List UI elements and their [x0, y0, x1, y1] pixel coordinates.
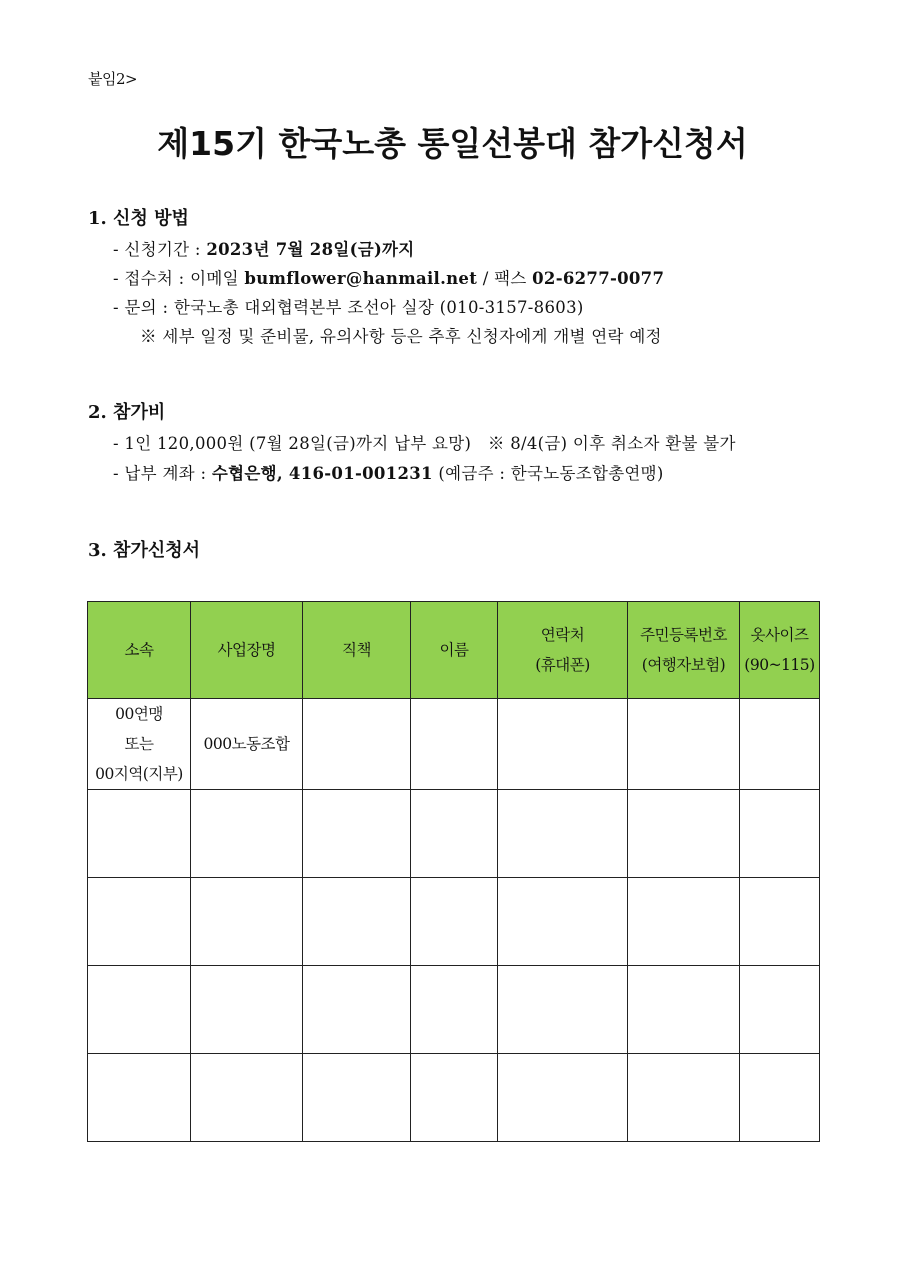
account-label: - 납부 계좌 :: [113, 464, 212, 483]
header-rrn: [628, 602, 740, 699]
cell-rrn[interactable]: [628, 699, 740, 790]
application-form-table: [87, 601, 820, 1142]
attachment-label: 붙임2>: [88, 70, 138, 88]
reception-label: - 접수처 : 이메일: [113, 269, 245, 288]
cell-contact[interactable]: [498, 878, 628, 966]
account-bank: 수협은행, 416-01-001231: [211, 464, 433, 483]
cell-rrn[interactable]: [628, 966, 740, 1054]
table-row: [88, 790, 820, 878]
table-row: [88, 966, 820, 1054]
reception-email[interactable]: bumflower@hanmail.net: [244, 269, 478, 288]
header-name: 이름: [411, 602, 498, 699]
application-period: [113, 236, 415, 260]
cell-rrn[interactable]: [628, 790, 740, 878]
fee-info: - 1인 120,000원 (7월 28일(금)까지 납부 요망) ※ 8/4(금) 이후 취소자 환불 불가: [113, 434, 736, 453]
account-holder: (예금주 : 한국노동조합총연맹): [432, 464, 664, 483]
header-workplace: 사업장명: [191, 602, 303, 699]
cell-contact[interactable]: [498, 966, 628, 1054]
affiliation-example-line1: 00연맹: [115, 705, 163, 723]
cell-name[interactable]: [411, 878, 498, 966]
section1-heading: 1. 신청 방법: [88, 208, 189, 229]
cell-size[interactable]: [740, 966, 820, 1054]
header-size: [740, 602, 820, 699]
reception-separator: / 팩스: [477, 269, 533, 288]
page-title: 제15기 한국노총 통일선봉대 참가신청서: [157, 124, 748, 163]
header-affiliation: 소속: [88, 602, 191, 699]
header-size-line2: (90~115): [744, 656, 815, 674]
reception-fax: 02-6277-0077: [532, 269, 665, 288]
cell-size[interactable]: [740, 1054, 820, 1142]
cell-contact[interactable]: [498, 699, 628, 790]
cell-workplace[interactable]: [191, 1054, 303, 1142]
cell-workplace[interactable]: [191, 790, 303, 878]
cell-position[interactable]: [303, 790, 411, 878]
inquiry-info: - 문의 : 한국노총 대외협력본부 조선아 실장 (010-3157-8603): [113, 298, 584, 317]
cell-affiliation-example[interactable]: [88, 699, 191, 790]
cell-position[interactable]: [303, 1054, 411, 1142]
affiliation-example-line3: 00지역(지부): [95, 765, 183, 783]
header-rrn-line2: (여행자보험): [641, 656, 726, 674]
header-size-line1: 옷사이즈: [750, 626, 809, 644]
account-info: [113, 460, 664, 484]
cell-affiliation[interactable]: [88, 790, 191, 878]
cell-size[interactable]: [740, 699, 820, 790]
cell-workplace[interactable]: [191, 878, 303, 966]
application-period-value: 2023년 7월 28일(금)까지: [206, 240, 415, 259]
cell-name[interactable]: [411, 699, 498, 790]
cell-name[interactable]: [411, 1054, 498, 1142]
cell-position[interactable]: [303, 699, 411, 790]
cell-name[interactable]: [411, 966, 498, 1054]
cell-name[interactable]: [411, 790, 498, 878]
cell-rrn[interactable]: [628, 1054, 740, 1142]
header-contact-line1: 연락처: [540, 626, 585, 644]
cell-workplace-example[interactable]: 000노동조합: [191, 699, 303, 790]
cell-workplace[interactable]: [191, 966, 303, 1054]
cell-position[interactable]: [303, 966, 411, 1054]
application-period-label: - 신청기간 :: [113, 240, 207, 259]
cell-affiliation[interactable]: [88, 1054, 191, 1142]
section2-heading: 2. 참가비: [88, 402, 166, 423]
cell-size[interactable]: [740, 878, 820, 966]
cell-size[interactable]: [740, 790, 820, 878]
header-contact-line2: (휴대폰): [535, 656, 590, 674]
notice-text: ※ 세부 일정 및 준비물, 유의사항 등은 추후 신청자에게 개별 연락 예정: [140, 327, 662, 346]
affiliation-example-line2: 또는: [124, 735, 154, 753]
cell-contact[interactable]: [498, 790, 628, 878]
cell-rrn[interactable]: [628, 878, 740, 966]
header-contact: [498, 602, 628, 699]
cell-affiliation[interactable]: [88, 966, 191, 1054]
table-row: [88, 699, 820, 790]
table-row: [88, 878, 820, 966]
table-row: [88, 1054, 820, 1142]
section3-heading: 3. 참가신청서: [88, 540, 200, 561]
cell-position[interactable]: [303, 878, 411, 966]
cell-affiliation[interactable]: [88, 878, 191, 966]
header-position: 직책: [303, 602, 411, 699]
header-rrn-line1: 주민등록번호: [640, 626, 727, 644]
reception-info: [113, 265, 664, 289]
cell-contact[interactable]: [498, 1054, 628, 1142]
table-header-row: [88, 602, 820, 699]
